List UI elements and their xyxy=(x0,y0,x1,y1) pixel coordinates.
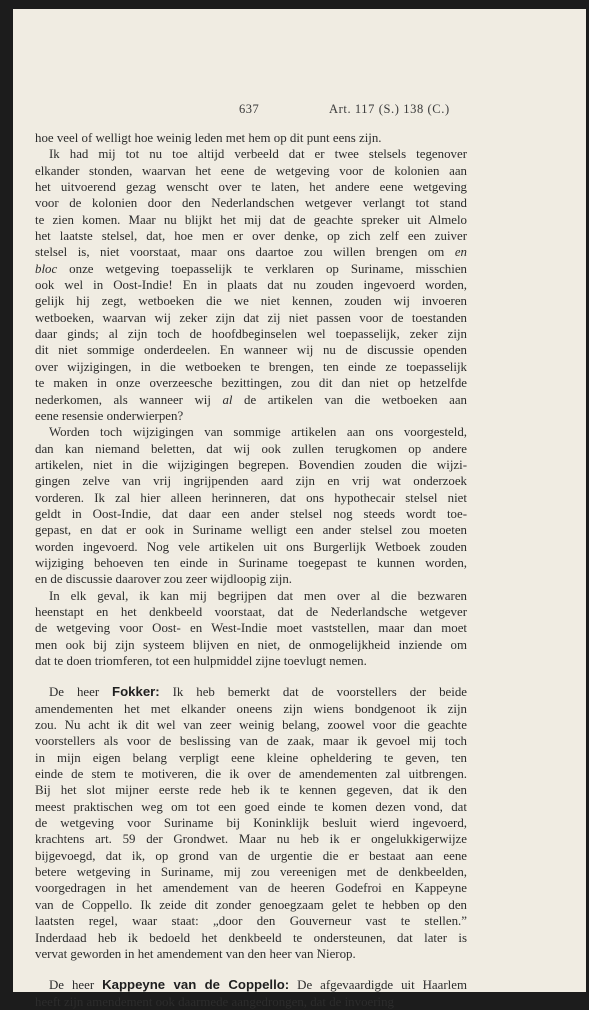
text-line: van de Coppello. Ik zeide dit zonder genoegzaam gelet te hebben op den xyxy=(35,897,467,912)
text-line: Worden toch wijzigingen van sommige artikelen aan ons voorgesteld, xyxy=(49,425,467,440)
text-line: geldt in Oost-Indie, dat daar een ander stelsel nog steeds wordt toe- xyxy=(35,506,467,521)
text-line: dit niet sommige onderdeelen. En wanneer wij nu de discussie openden xyxy=(35,343,467,358)
text-line: voorgedragen in het amendement van de heeren Godefroi en Kappeyne xyxy=(35,881,467,896)
text-line: Bij het slot mijner eerste rede heb ik te kennen gegeven, dat ik den xyxy=(35,783,467,798)
text-line xyxy=(35,977,467,993)
text-line: in mijn eigen belang verpligt eene kleine opheldering te geven, ten xyxy=(35,750,467,765)
text-line: heenstapt en het denkbeeld voorstaat, dat de Nederlandsche wetgever xyxy=(35,604,467,619)
text-line: stelsel is, niet voorstaat, maar ons daartoe zou willen brengen om en xyxy=(35,245,467,260)
paragraph-fokker xyxy=(35,684,467,962)
text-line: zou. Nu acht ik dit wel van zeer weinig belang, zoowel voor die geachte xyxy=(35,718,467,733)
text-line: dan kan niemand beletten, dat wij ook zullen terugkomen op andere xyxy=(35,441,467,456)
text-line: meest praktischen weg om tot een goed einde te komen dezen vond, dat xyxy=(35,799,467,814)
paragraph-opening xyxy=(35,130,467,669)
speaker-name: Kappeyne van de Coppello: xyxy=(102,977,290,993)
text-line: In elk geval, ik kan mij begrijpen dat men over al die bezwaren xyxy=(49,588,467,603)
text-line: te zien komen. Maar nu blijkt het mij dat de geachte spreker uit Almelo xyxy=(35,212,467,227)
text-line: vervat geworden in het amendement van den heer van Nierop. xyxy=(35,946,356,961)
text-line: krachtens art. 59 der Grondwet. Maar nu heb ik er ongelukkigerwijze xyxy=(35,832,467,847)
text-line: het uitvoerend gezag wenscht over te laten, het andere eene wetgeving xyxy=(35,180,467,195)
text-line: heeft zijn amendement ook daarmede aangedrongen, dat de invoering xyxy=(35,994,394,1009)
text-line: gepast, en dat er ook in Suriname welligt een ander stelsel zou moeten xyxy=(35,523,467,538)
text-line: de wetgeving voor Oost- en West-Indie moet vaststellen, maar dan moet xyxy=(35,621,467,636)
text-line: bloc onze wetgeving toepasselijk te verklaren op Suriname, misschien xyxy=(35,261,467,276)
text-line: laatsten regel, waar staat: „door den Gouverneur vast te stellen.” xyxy=(35,914,467,929)
text-line: over wijzigingen, in die wetboeken te brengen, ten einde ze toepasselijk xyxy=(35,359,467,374)
speaker-prefix: De heer xyxy=(49,685,113,700)
text-line: Inderdaad heb ik bedoeld het denkbeeld te ondersteunen, dat later is xyxy=(35,930,467,945)
page-number: 637 xyxy=(239,102,260,116)
text-line: eene resensie onderwierpen? xyxy=(35,408,184,423)
text-line: wijziging behoeven ten einde in Suriname toegepast te kunnen worden, xyxy=(35,555,467,570)
line-text: De afgevaardigde uit Haarlem xyxy=(289,978,467,993)
text-line: worden ingevoerd. Nog vele artikelen uit ons Burgerlijk Wetboek zouden xyxy=(35,539,467,554)
text-line: hoe veel of welligt hoe weinig leden met hem op dit punt eens zijn. xyxy=(35,131,382,145)
text-line: elkander stonden, waarvan het eene de wetgeving voor de kolonien aan xyxy=(35,163,467,178)
text-line: voorstellers als voor de beslissing van de zaak, maar ik gevoel mij toch xyxy=(35,734,467,749)
article-reference: Art. 117 (S.) 138 (C.) xyxy=(329,102,450,116)
paragraph-kappeyne xyxy=(35,977,467,1010)
line-text: Ik heb bemerkt dat de voorstellers der beide xyxy=(159,685,467,700)
text-line xyxy=(35,684,467,700)
book-page xyxy=(13,9,586,1009)
text-line: en de discussie daarover zou zeer wijdloopig zijn. xyxy=(35,572,293,587)
speaker-prefix: De heer xyxy=(49,978,103,993)
text-line: amendementen het met elkander oneens zijn wiens bondgenoot ik zijn xyxy=(35,701,467,716)
text-line: te maken in onze overzeesche bezittingen, zou dit dan niet op hetzelfde xyxy=(35,376,467,391)
text-line: voor de kolonien door den Nederlandschen wetgever verlangt tot stand xyxy=(35,196,467,211)
body-text xyxy=(35,130,467,1010)
text-line: ook wel in Oost-Indie! En in plaats dat nu zouden ingevoerd worden, xyxy=(35,278,467,293)
text-line: vorderen. Ik zal hier alleen herinneren, dat ons hypothecair stelsel niet xyxy=(35,490,467,505)
text-line: bijgevoegd, dat ik, op grond van de urgentie die er bestaat aan eene xyxy=(35,848,467,863)
text-line: betere wetgeving in Suriname, mij zou vereenigen met de denkbeelden, xyxy=(35,865,467,880)
text-line: dat te doen triomferen, tot een hulpmiddel zijne toevlugt nemen. xyxy=(35,654,367,668)
text-line: Ik had mij tot nu toe altijd verbeeld dat er twee stelsels tegenover xyxy=(49,147,467,162)
text-line: daar ginds; al zijn toch de hoofdbeginselen wel toepasselijk, zeker zijn xyxy=(35,327,467,342)
running-header xyxy=(13,102,586,118)
text-line: gelijk hij zegt, wetboeken die we niet kennen, zouden wij invoeren xyxy=(35,294,467,309)
text-line: nederkomen, als wanneer wij al de artikelen van die wetboeken aan xyxy=(35,392,467,407)
text-line: men ook bij zijn systeem blijven en niet, de onmogelijkheid inziende om xyxy=(35,637,467,652)
text-line: de wetgeving voor Suriname bij Koninklijk besluit wierd ingevoerd, xyxy=(35,816,467,831)
text-line: gingen zelve van vrij ingrijpenden aard zijn en vrij wat onderzoek xyxy=(35,474,467,489)
text-line: artikelen, niet in die wijzigingen begrepen. Bovendien zouden die wijzi- xyxy=(35,457,467,472)
text-line: het laatste stelsel, dat, hoe men er over denke, op zich zelf een zuiver xyxy=(35,229,467,244)
text-line: einde de stem te motiveren, die ik over de amendementen zal uitbrengen. xyxy=(35,767,467,782)
speaker-name: Fokker: xyxy=(112,684,160,700)
text-line: wetboeken, waarvan wij zeker zijn dat zij niet passen voor de toestanden xyxy=(35,310,467,325)
